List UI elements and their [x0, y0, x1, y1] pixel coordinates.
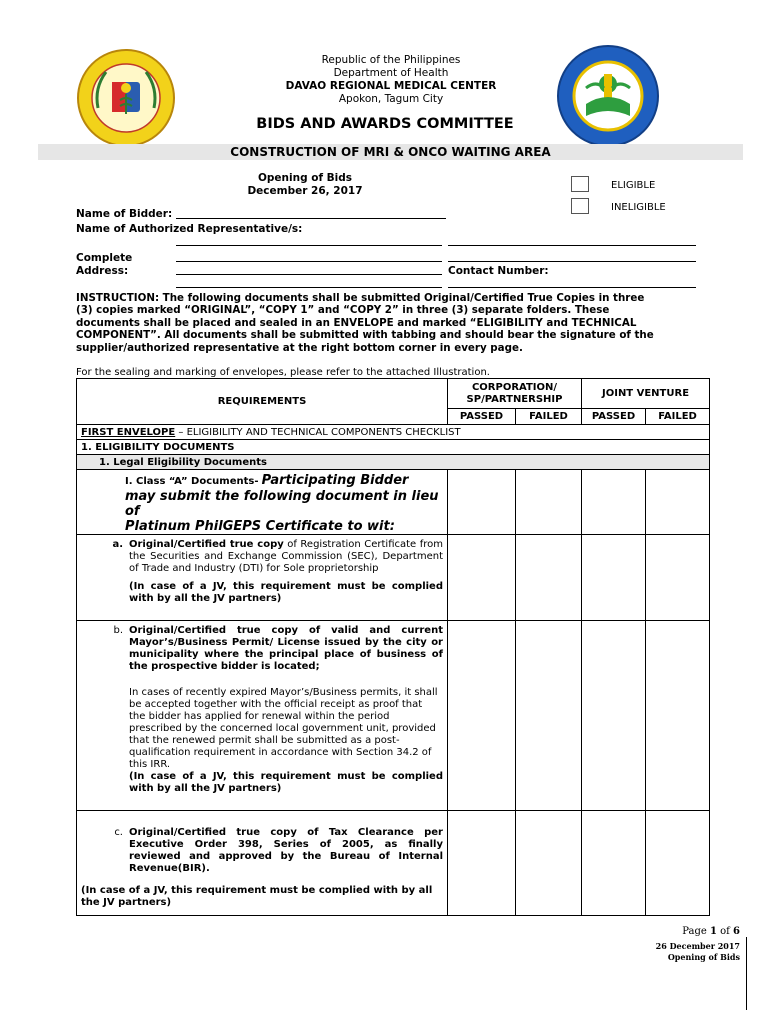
eligible-checkbox[interactable] [571, 176, 589, 192]
project-title: CONSTRUCTION OF MRI & ONCO WAITING AREA [230, 145, 551, 159]
page-of: of [716, 926, 734, 937]
representative-label: Name of Authorized Representative/s: [76, 223, 303, 235]
item-c-text: Original/Certified true copy of Tax Clearance per Executive Order 398, Series of 2005, as finally reviewed and approved by the Bureau of Internal Revenue(BIR). [129, 827, 443, 874]
class-a-jv-failed-cell[interactable] [646, 470, 710, 535]
bidder-label: Name of Bidder: [76, 208, 173, 220]
instruction-line: (3) copies marked “ORIGINAL”, “COPY 1” and “COPY 2” in three (3) separate folders. These [76, 304, 610, 317]
opening-label: Opening of Bids [257, 172, 353, 184]
bidder-field[interactable] [176, 218, 446, 219]
contact-label: Contact Number: [448, 265, 549, 277]
item-c-row [77, 811, 448, 916]
project-title-bar [38, 144, 743, 160]
item-c-jv-passed-cell[interactable] [582, 811, 646, 916]
opening-date: December 26, 2017 [247, 185, 363, 197]
item-a-letter: a. [112, 539, 123, 550]
first-envelope-row [77, 425, 710, 440]
class-a-row [77, 470, 448, 535]
address-field-3[interactable] [176, 274, 442, 275]
page-prefix: Page [682, 926, 710, 937]
item-a-row [77, 535, 448, 621]
item-b-jv-failed-cell[interactable] [646, 621, 710, 811]
eligible-label: ELIGIBLE [611, 180, 656, 191]
footer-label: Opening of Bids [667, 952, 740, 962]
item-c-corp-failed-cell[interactable] [516, 811, 582, 916]
footer-rule [746, 937, 747, 1010]
legal-eligibility-header: 1. Legal Eligibility Documents [77, 455, 710, 470]
item-c-letter: c. [114, 827, 123, 838]
item-a-bold: Original/Certified true copy [129, 539, 284, 550]
page-title: BIDS AND AWARDS COMMITTEE [256, 116, 514, 132]
davao-regional-medical-center-logo [556, 44, 660, 148]
instruction-line: INSTRUCTION: The following documents shall be submitted Original/Certified True Copies in three [76, 292, 645, 304]
item-b-jv-passed-cell[interactable] [582, 621, 646, 811]
instruction-line: COMPONENT”. All documents shall be submitted with tabbing and should bear the signature of the [76, 329, 654, 342]
item-c-jv-failed-cell[interactable] [646, 811, 710, 916]
item-a-corp-passed-cell[interactable] [448, 535, 516, 621]
page-total: 6 [733, 926, 740, 937]
republic-heading: Republic of the Philippines [321, 54, 461, 66]
first-envelope-label: FIRST ENVELOPE [81, 426, 176, 438]
class-a-italic-3: Platinum PhilGEPS Certificate to wit: [125, 519, 395, 534]
corp-failed-header: FAILED [516, 409, 582, 425]
center-heading: DAVAO REGIONAL MEDICAL CENTER [285, 80, 497, 92]
item-a-jv-failed-cell[interactable] [646, 535, 710, 621]
class-a-jv-passed-cell[interactable] [582, 470, 646, 535]
item-b-corp-passed-cell[interactable] [448, 621, 516, 811]
corp-passed-header: PASSED [448, 409, 516, 425]
item-b-row [77, 621, 448, 811]
item-b-corp-failed-cell[interactable] [516, 621, 582, 811]
eligibility-section-header: 1. ELIGIBILITY DOCUMENTS [77, 440, 710, 455]
requirements-header: REQUIREMENTS [77, 379, 448, 425]
requirements-table [76, 378, 710, 916]
item-a-corp-failed-cell[interactable] [516, 535, 582, 621]
center-address: Apokon, Tagum City [338, 93, 444, 105]
representative-field-2[interactable] [448, 245, 696, 246]
joint-venture-header: JOINT VENTURE [582, 379, 710, 409]
address-field-1[interactable] [176, 261, 442, 262]
item-b-note: In cases of recently expired Mayor’s/Business permits, it shall be accepted together with the official receipt as proof that the bidder has applied for renewal within the period prescribed by the concerned local government unit, provided that the renewed permit shall be submitted as a post-qualification requirement in accordance with Section 34.2 of this IRR. [129, 687, 438, 770]
address-field-2[interactable] [448, 261, 696, 262]
instruction-line: supplier/authorized representative at the right bottom corner in every page. [76, 341, 523, 354]
class-a-corp-passed-cell[interactable] [448, 470, 516, 535]
item-c-corp-passed-cell[interactable] [448, 811, 516, 916]
footer-date: 26 December 2017 [655, 941, 740, 951]
ineligible-label: INELIGIBLE [611, 202, 666, 213]
item-c-jv-note: (In case of a JV, this requirement must be complied with by all the JV partners) [81, 885, 433, 908]
ineligible-checkbox[interactable] [571, 198, 589, 214]
corporation-header: CORPORATION/ SP/PARTNERSHIP [448, 379, 582, 409]
item-a-text: of Registration Certificate from the Securities and Exchange Commission (SEC), Department of Trade and Industry (DTI) for Sole proprietorship [129, 539, 443, 574]
jv-failed-header: FAILED [646, 409, 710, 425]
page-number [682, 926, 740, 937]
instruction-line: documents shall be placed and sealed in an ENVELOPE and marked “ELIGIBILITY and TECHNICAL [76, 316, 637, 329]
jv-passed-header: PASSED [582, 409, 646, 425]
sealing-note: For the sealing and marking of envelopes, please refer to the attached Illustration. [76, 367, 490, 378]
department-heading: Department of Health [333, 67, 449, 79]
instruction-block [76, 292, 706, 354]
page-current: 1 [709, 926, 717, 937]
complete-label: Complete [76, 252, 133, 264]
department-of-health-seal [76, 48, 176, 148]
contact-field[interactable] [448, 287, 696, 288]
class-a-italic-1: Participating Bidder [261, 473, 409, 488]
item-b-letter: b. [113, 625, 123, 636]
item-a-jv-note: (In case of a JV, this requirement must be complied with by all the JV partners) [129, 581, 443, 604]
address-field-4[interactable] [176, 287, 442, 288]
first-envelope-desc: – ELIGIBILITY AND TECHNICAL COMPONENTS CHECKLIST [175, 426, 461, 438]
class-a-italic-2: may submit the following document in lieu of [125, 489, 439, 519]
class-a-corp-failed-cell[interactable] [516, 470, 582, 535]
address-label: Address: [76, 265, 129, 277]
item-b-text: Original/Certified true copy of valid and current Mayor’s/Business Permit/ License issued by the city or municipality where the principal place of business of the prospective bidder is located; [129, 625, 443, 672]
representative-field-1[interactable] [176, 245, 442, 246]
item-a-jv-passed-cell[interactable] [582, 535, 646, 621]
class-a-prefix: I. Class “A” Documents- [125, 476, 259, 487]
item-b-jv-note: (In case of a JV, this requirement must be complied with by all the JV partners) [129, 771, 443, 794]
